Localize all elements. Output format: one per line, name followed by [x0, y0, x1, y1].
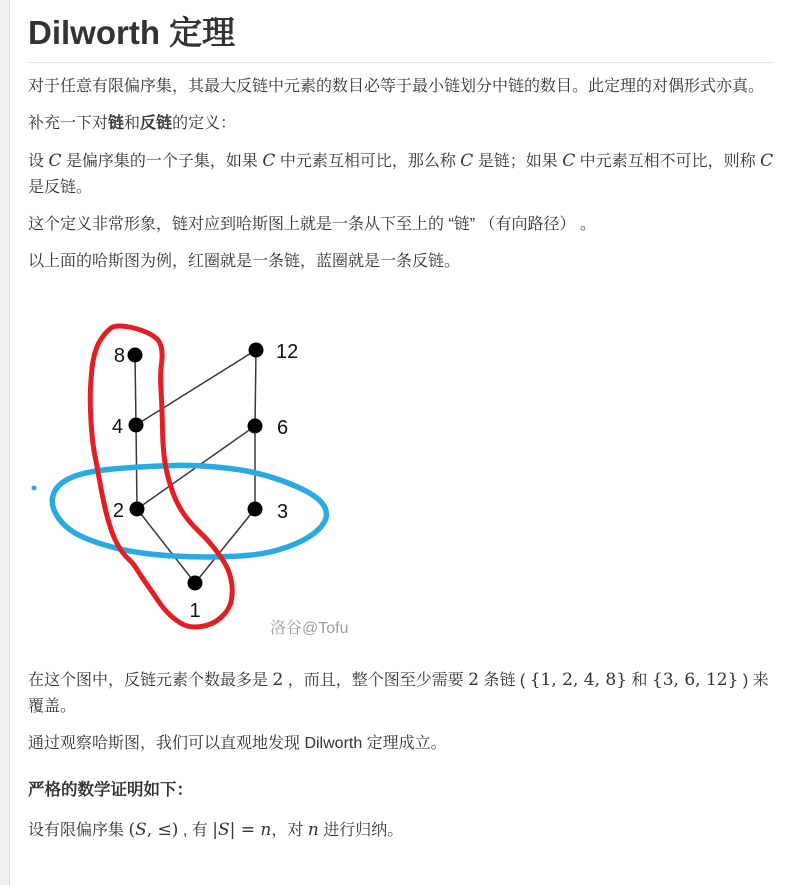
text-segment: 在这个图中，反链元素个数最多是 [28, 672, 273, 689]
hasse-diagram-figure [28, 311, 774, 656]
text-segment: 链 [108, 115, 125, 132]
page-title: Dilworth 定理 [28, 14, 236, 51]
node-label-1: 1 [189, 600, 201, 622]
text-segment: 的定义： [172, 115, 237, 132]
text-segment: 对于任意有限偏序集，其最大反链中元素的数目必等于最小链划分中链的数目。此定理的对偶形式亦真。 [28, 78, 765, 95]
text-segment: 设 [28, 153, 49, 170]
text-segment: 通过观察哈斯图，我们可以直观地发现 Dilworth 定理成立。 [28, 735, 447, 752]
text-segment: S [135, 820, 147, 840]
theorem-statement-paragraph [28, 74, 774, 100]
text-segment: 这个定义非常形象，链对应到哈斯图上就是一条从下至上的 “链” （有向路径） 。 [28, 216, 596, 233]
page-left-gutter [0, 0, 10, 885]
text-segment: n [307, 820, 319, 840]
node-label-3: 3 [277, 501, 289, 523]
hasse-diagram-svg [20, 311, 400, 656]
text-segment: C [760, 151, 774, 171]
text-segment: 是链；如果 [473, 153, 563, 170]
node-label-6: 6 [277, 417, 289, 439]
text-segment: 条链 ( [479, 672, 530, 689]
node-8 [128, 348, 143, 363]
hasse-explanation-paragraph [28, 212, 774, 238]
text-segment: 以上面的哈斯图为例，红圈就是一条链，蓝圈就是一条反链。 [28, 253, 461, 270]
text-segment: C [262, 151, 276, 171]
text-segment: C [562, 151, 576, 171]
text-segment: ( [128, 820, 136, 840]
node-label-12: 12 [276, 341, 299, 363]
text-segment: C [460, 151, 474, 171]
conclusion-paragraph [28, 731, 774, 757]
node-label-4: 4 [111, 416, 123, 438]
edge-3-1 [195, 509, 255, 583]
example-intro-paragraph [28, 249, 774, 275]
node-4 [129, 418, 144, 433]
text-segment: ) 来覆盖。 [28, 672, 769, 715]
text-segment: C [48, 151, 62, 171]
observation-paragraph [28, 667, 774, 720]
node-label-8: 8 [113, 345, 125, 367]
title-divider [28, 62, 774, 63]
text-segment: 中元素互相不可比，则称 [575, 153, 761, 170]
text-segment: 是偏序集的一个子集，如果 [61, 153, 263, 170]
text-segment: 和 [124, 115, 141, 132]
text-segment: | [212, 820, 218, 840]
proof-heading: 严格的数学证明如下： [28, 781, 193, 799]
text-segment: 反链 [140, 115, 173, 132]
edge-4-12 [136, 350, 256, 425]
node-2 [130, 502, 145, 517]
text-segment: , 有 [178, 822, 213, 839]
text-segment: {3, 6, 12} [651, 670, 739, 690]
text-segment: 设有限偏序集 [28, 822, 129, 839]
watermark-text: 洛谷@Tofu [270, 620, 349, 637]
definitions-intro-paragraph [28, 111, 774, 137]
text-segment: 进行归纳。 [318, 822, 404, 839]
text-segment: 和 [627, 672, 652, 689]
chain-antichain-definition-paragraph [28, 148, 774, 201]
node-1 [188, 576, 203, 591]
text-segment: ，对 [271, 822, 308, 839]
chain-red-loop [90, 326, 232, 627]
node-12 [249, 343, 264, 358]
text-segment: S [217, 820, 230, 840]
text-segment: ，而且，整个图至少需要 [283, 672, 469, 689]
edge-12-6 [255, 350, 256, 426]
blue-ink-speck [32, 486, 37, 491]
node-6 [248, 419, 263, 434]
node-label-2: 2 [112, 500, 124, 522]
text-segment: 补充一下对 [28, 115, 109, 132]
induction-setup-paragraph [28, 817, 774, 844]
text-segment: 是反链。 [28, 179, 93, 196]
text-segment: , ≤) [146, 820, 179, 840]
text-segment: {1, 2, 4, 8} [529, 670, 628, 690]
text-segment: 2 [468, 670, 480, 690]
text-segment: n [260, 820, 272, 840]
node-3 [248, 502, 263, 517]
text-segment: 中元素互相可比，那么称 [275, 153, 461, 170]
text-segment: 2 [272, 670, 284, 690]
text-segment: | = [229, 820, 261, 840]
edge-8-4 [135, 355, 136, 425]
